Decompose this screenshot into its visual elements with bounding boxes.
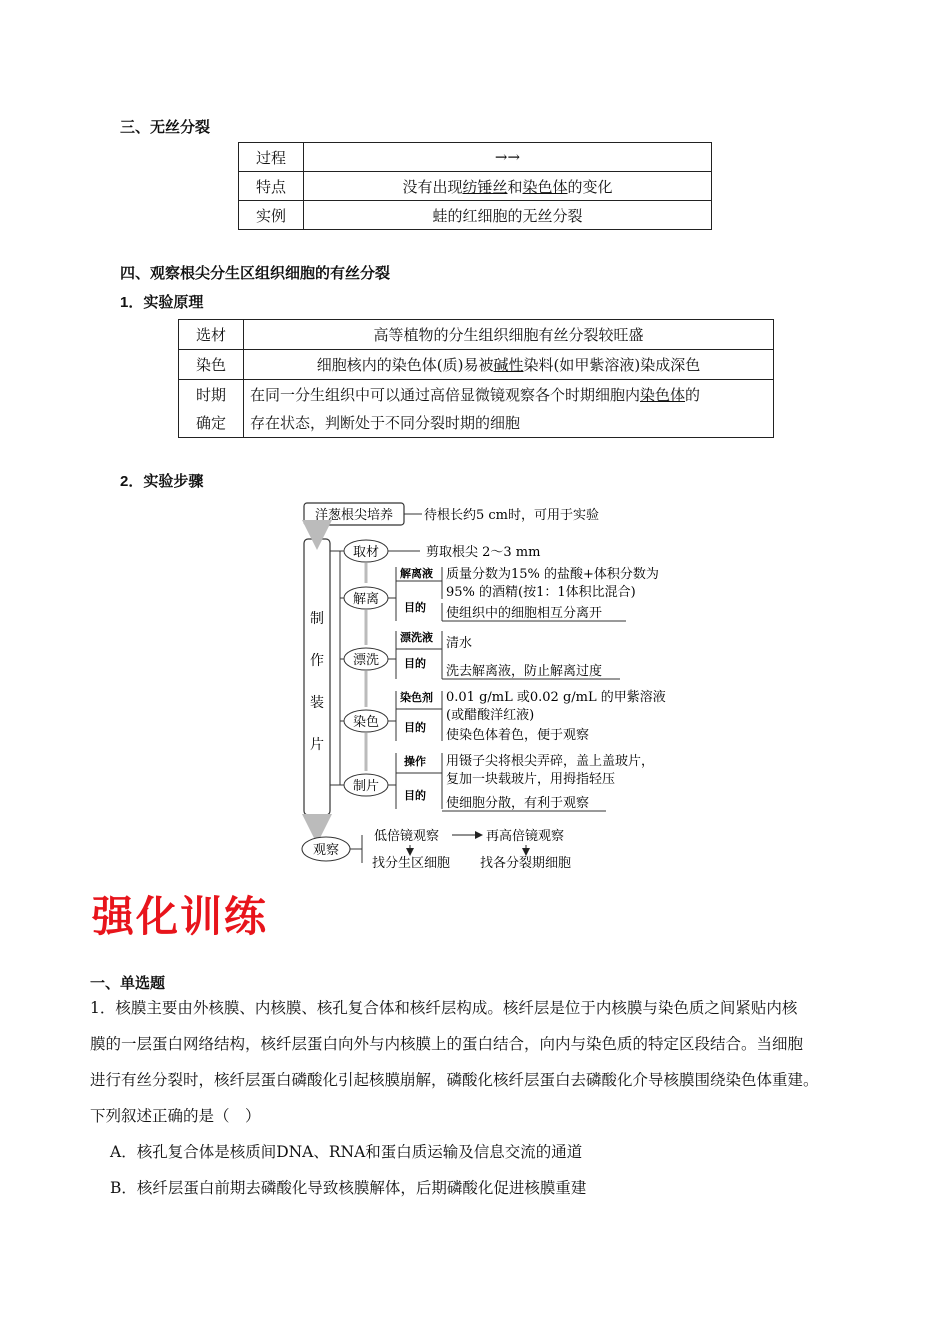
dissoc-purpose: 使组织中的细胞相互分离开: [446, 606, 603, 621]
experiment-flow-diagram: [290, 495, 690, 875]
single-choice-heading: 一、单选题: [90, 975, 166, 992]
make-char: 装: [310, 695, 324, 711]
step-rinse-label: 漂洗: [352, 653, 380, 668]
question-line: 下列叙述正确的是（ ）: [90, 1107, 261, 1125]
slide-tag: 操作: [404, 755, 426, 768]
section-heading-3: 三、无丝分裂: [120, 119, 211, 136]
question-line: 膜的一层蛋白网络结构，核纤层蛋白向外与内核膜上的蛋白结合，向内与染色质的特定区段结合。当细胞: [90, 1035, 804, 1053]
option-b: B．核纤层蛋白前期去磷酸化导致核膜解体，后期磷酸化促进核膜重建: [110, 1179, 587, 1197]
stain-line2: (或醋酸洋红液): [446, 708, 535, 723]
rinse-line1: 清水: [446, 636, 473, 651]
row-label: 染色: [179, 350, 244, 380]
row-label: 时期 确定: [179, 380, 244, 438]
make-char: 制: [310, 611, 324, 627]
make-slide-box: [304, 539, 330, 815]
row-value: 细胞核内的染色体(质)易被碱性染料(如甲紫溶液)染成深色: [244, 350, 774, 380]
row-value: 蛙的红细胞的无丝分裂: [304, 201, 712, 230]
slide-line2: 复加一块载玻片，用拇指轻压: [446, 772, 616, 787]
step-observe-label: 观察: [312, 843, 340, 858]
observe-low: 低倍镜观察: [374, 829, 440, 844]
dissoc-line1: 质量分数为15% 的盐酸+体积分数为: [446, 567, 659, 582]
culture-label: 洋葱根尖培养: [314, 508, 394, 523]
question-1: [90, 990, 880, 1206]
row-label: 特点: [239, 172, 304, 201]
row-value: →→: [304, 143, 712, 172]
slide-line1: 用镊子尖将根尖弄碎，盖上盖玻片，: [446, 754, 655, 769]
sub-heading-steps: 2．实验步骤: [120, 473, 204, 490]
rinse-tag: 漂洗液: [400, 631, 433, 644]
stain-purpose: 使染色体着色，便于观察: [446, 728, 590, 743]
row-label: 过程: [239, 143, 304, 172]
amitosis-table: [238, 142, 712, 230]
step-stain-label: 染色: [352, 715, 380, 730]
step-dissoc-label: 解离: [352, 592, 380, 607]
question-line: 进行有丝分裂时，核纤层蛋白磷酸化引起核膜崩解，磷酸化核纤层蛋白去磷酸化介导核膜围绕染色体重建。: [90, 1071, 819, 1089]
row-value: 没有出现纺锤丝和染色体的变化: [304, 172, 712, 201]
observe-high-target: 找各分裂期细胞: [480, 856, 572, 871]
stain-line1: 0.01 g/mL 或0.02 g/mL 的甲紫溶液: [446, 690, 666, 705]
purpose-tag: 目的: [404, 601, 426, 614]
sub-heading-principle: 1．实验原理: [120, 294, 204, 311]
stain-tag: 染色剂: [400, 691, 433, 704]
step-take-label: 取材: [352, 545, 380, 560]
observe-low-target: 找分生区细胞: [372, 856, 451, 871]
row-label: 实例: [239, 201, 304, 230]
dissoc-line2: 95% 的酒精(按1：1体积比混合): [446, 585, 636, 600]
make-char: 作: [310, 653, 324, 669]
make-char: 片: [310, 737, 324, 753]
option-a: A．核孔复合体是核质间DNA、RNA和蛋白质运输及信息交流的通道: [110, 1143, 583, 1161]
purpose-tag: 目的: [404, 657, 426, 670]
culture-note: 待根长约5 cm时，可用于实验: [424, 508, 600, 523]
rinse-purpose: 洗去解离液，防止解离过度: [446, 664, 603, 679]
step-slide-label: 制片: [352, 779, 380, 794]
observe-high: 再高倍镜观察: [486, 829, 565, 844]
purpose-tag: 目的: [404, 789, 426, 802]
training-title: 强化训练: [92, 892, 269, 941]
question-line: 1．核膜主要由外核膜、内核膜、核孔复合体和核纤层构成。核纤层是位于内核膜与染色质之间紧贴内核: [90, 999, 798, 1017]
slide-purpose: 使细胞分散，有利于观察: [446, 796, 590, 811]
dissoc-tag: 解离液: [400, 567, 433, 580]
row-value: 高等植物的分生组织细胞有丝分裂较旺盛: [244, 320, 774, 350]
row-label: 选材: [179, 320, 244, 350]
row-value: 在同一分生组织中可以通过高倍显微镜观察各个时期细胞内染色体的 存在状态，判断处于不同分裂时期的细胞: [244, 380, 774, 438]
purpose-tag: 目的: [404, 721, 426, 734]
section-heading-4: 四、观察根尖分生区组织细胞的有丝分裂: [120, 265, 391, 282]
principle-table: [178, 319, 774, 438]
take-note: 剪取根尖 2～3 mm: [426, 545, 541, 560]
